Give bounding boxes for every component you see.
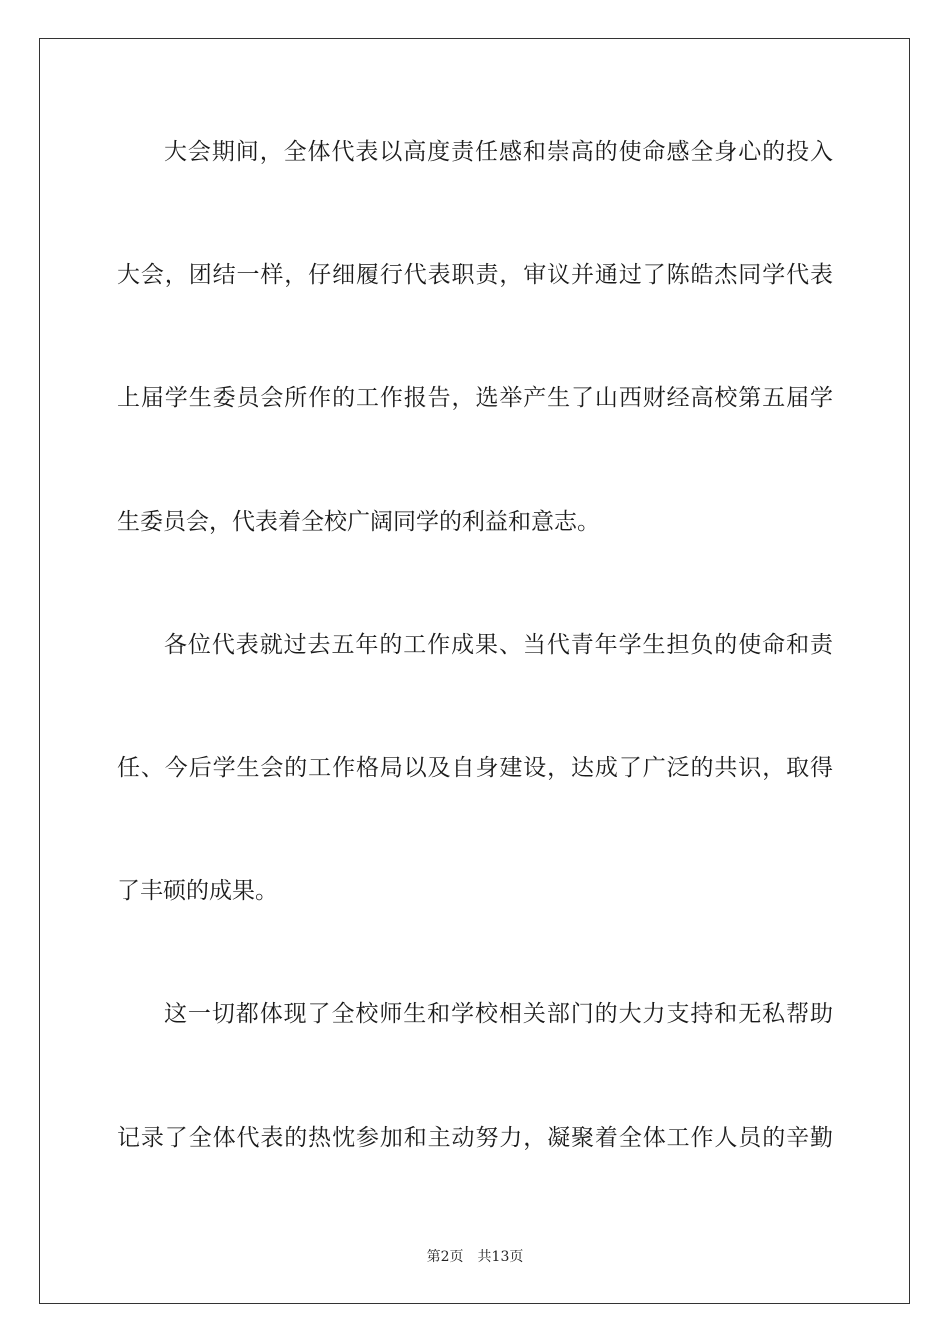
paragraph-1-line-2: 大会，团结一样，仔细履行代表职责，审议并通过了陈皓杰同学代表: [117, 262, 833, 288]
paragraph-1-line-3: 上届学生委员会所作的工作报告，选举产生了山西财经高校第五届学: [117, 385, 833, 411]
paragraph-2-line-2: 任、今后学生会的工作格局以及自身建设，达成了广泛的共识，取得: [117, 755, 833, 781]
paragraph-1-line-1: 大会期间，全体代表以高度责任感和崇高的使命感全身心的投入: [164, 139, 833, 165]
paragraph-1-line-4: 生委员会，代表着全校广阔同学的利益和意志。: [117, 509, 600, 535]
page-footer: [0, 1246, 950, 1266]
page-number: 第2页: [426, 1249, 464, 1265]
page-frame: [39, 38, 910, 1304]
total-pages: 共13页: [477, 1249, 524, 1265]
paragraph-3-line-1: 这一切都体现了全校师生和学校相关部门的大力支持和无私帮助: [164, 1001, 833, 1027]
paragraph-2-line-1: 各位代表就过去五年的工作成果、当代青年学生担负的使命和责: [164, 632, 833, 658]
paragraph-2-line-3: 了丰硕的成果。: [117, 878, 278, 904]
paragraph-3-line-2: 记录了全体代表的热忱参加和主动努力，凝聚着全体工作人员的辛勤: [117, 1125, 833, 1151]
